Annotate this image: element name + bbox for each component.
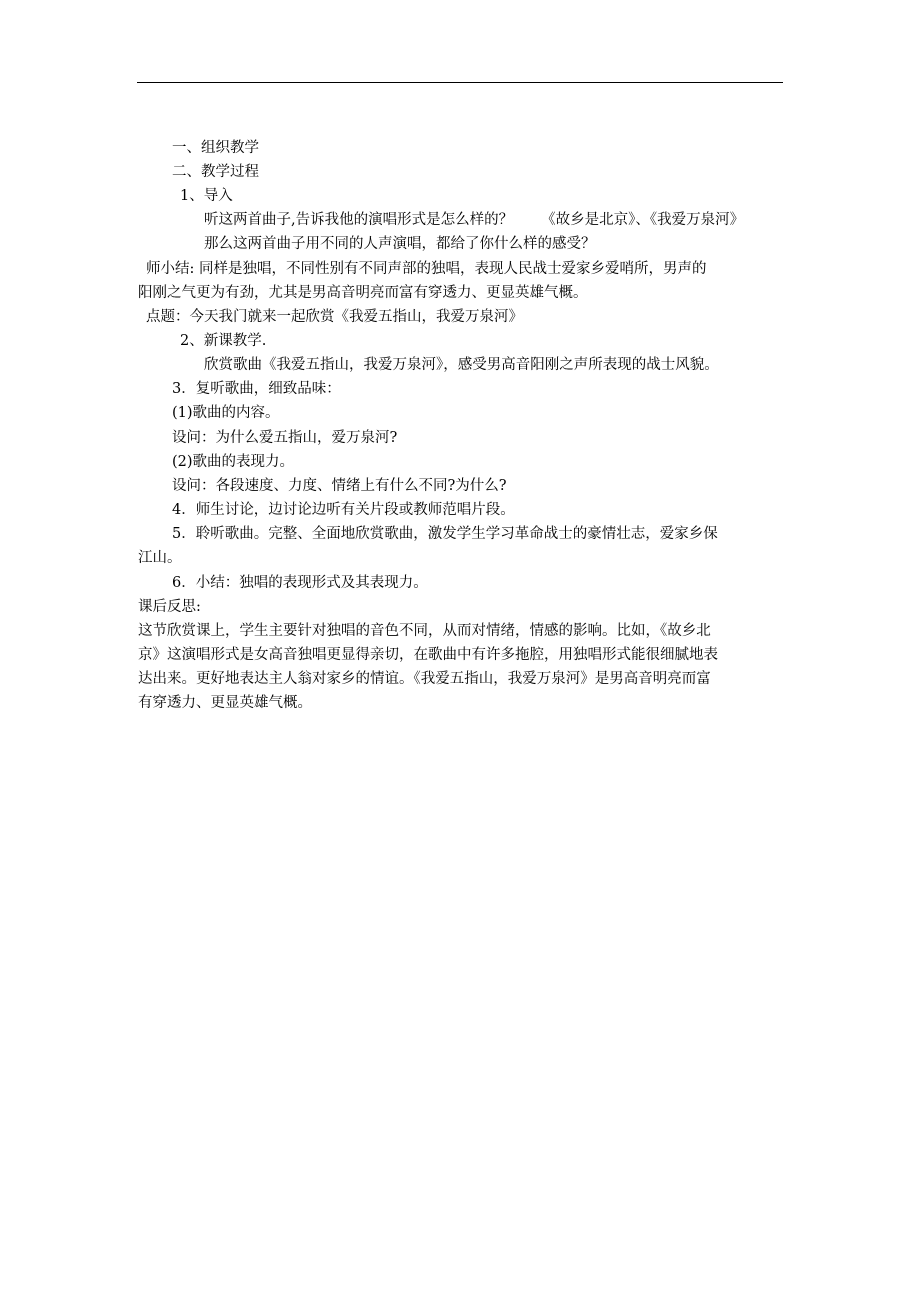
intro-question-2: 那么这两首曲子用不同的人声演唱，都给了你什么样的感受？ [204,236,596,252]
reflection-line-4: 有穿透力、更显英雄气概。 [138,695,312,711]
topic-point: 点题：今天我门就来一起欣赏《我爱五指山，我爱万泉河》 [146,309,523,325]
teacher-summary-cont: 阳刚之气更为有劲，尤其是男高音明亮而富有穿透力、更显英雄气概。 [138,285,588,301]
item-1: (1)歌曲的内容。 [172,405,280,421]
reflection-heading: 课后反思: [138,599,201,615]
intro-question [204,211,744,229]
heading-organize: 一、组织教学 [172,140,259,156]
reflection-line-1: 这节欣赏课上，学生主要针对独唱的音色不同，从而对情绪，情感的影响。比如，《故乡北 [138,623,711,639]
intro-question-text: 听这两首曲子,告诉我他的演唱形式是怎么样的？ [204,212,514,228]
item-2: (2)歌曲的表现力。 [172,454,295,470]
step-4: 4．师生讨论，边讨论边听有关片段或教师范唱片段。 [172,502,515,518]
section-new-lesson: 2、新课教学. [180,333,267,349]
step-5: 5．聆听歌曲。完整、全面地欣赏歌曲，激发学生学习革命战士的豪情壮志，爱家乡保 [172,526,718,542]
section-intro: 1、导入 [180,188,233,204]
step-5-cont: 江山。 [138,550,182,566]
header-rule [137,82,783,83]
intro-song-titles: 《故乡是北京》、《我爱万泉河》 [541,212,745,228]
step-6: 6．小结：独唱的表现形式及其表现力。 [172,575,428,591]
reflection-line-2: 京》这演唱形式是女高音独唱更显得亲切，在歌曲中有许多拖腔，用独唱形式能很细腻地表 [138,647,718,663]
heading-process: 二、教学过程 [172,164,259,180]
teacher-summary: 师小结: 同样是独唱，不同性别有不同声部的独唱，表现人民战士爱家乡爱哨所，男声的 [146,261,707,277]
reflection-line-3: 达出来。更好地表达主人翁对家乡的情谊。《我爱五指山，我爱万泉河》是男高音明亮而富 [138,671,711,687]
appreciate-song: 欣赏歌曲《我爱五指山，我爱万泉河》，感受男高音阳刚之声所表现的战士风貌。 [204,357,719,373]
question-2: 设问：各段速度、力度、情绪上有什么不同?为什么? [172,478,507,494]
step-3: 3．复听歌曲，细致品味： [172,381,341,397]
question-1: 设问：为什么爱五指山，爱万泉河? [172,430,398,446]
